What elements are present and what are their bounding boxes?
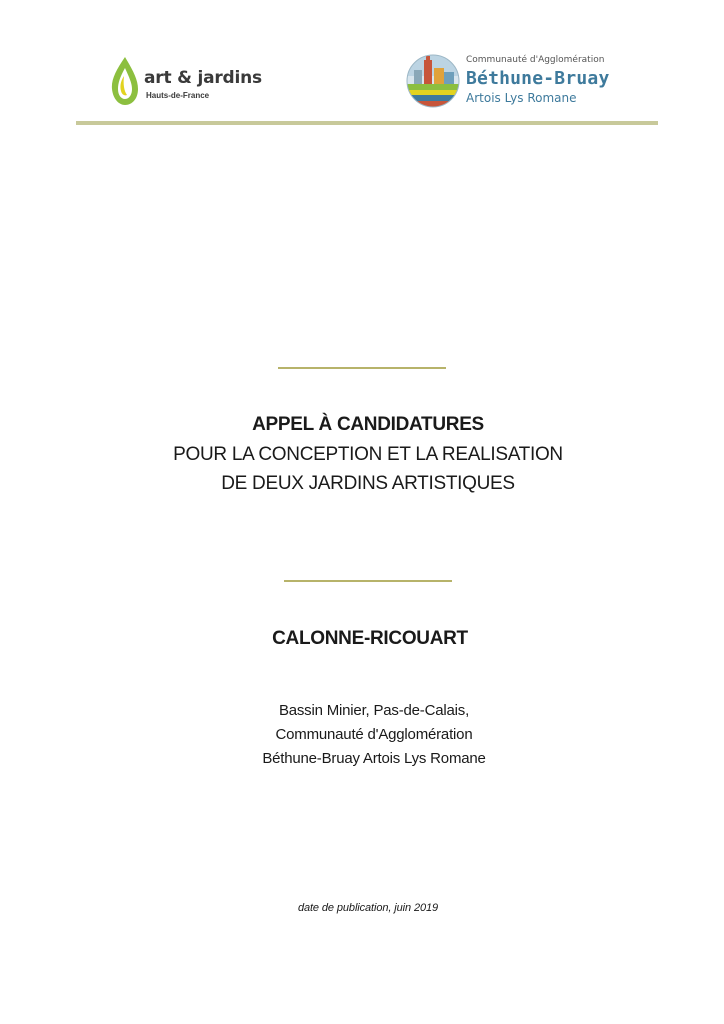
title-bottom-divider — [284, 580, 452, 582]
title-main-line: APPEL À CANDIDATURES — [252, 414, 484, 435]
title-second-line: POUR LA CONCEPTION ET LA REALISATION — [173, 444, 563, 465]
logo-brand-text: art & jardins — [144, 68, 262, 88]
header-divider — [76, 121, 658, 125]
agglomeration-logo — [406, 52, 646, 112]
logo-subtitle-text: Hauts-de-France — [146, 91, 210, 100]
document-title — [0, 412, 724, 496]
title-third-line: DE DEUX JARDINS ARTISTIQUES — [221, 473, 515, 494]
city-heading: CALONNE-RICOUART — [272, 628, 468, 649]
emblem-icon — [406, 54, 460, 108]
location-line-3: Béthune-Bruay Artois Lys Romane — [262, 750, 486, 767]
community-label: Communauté d'Agglomération — [466, 55, 605, 65]
location-line-2: Communauté d'Agglomération — [275, 726, 473, 743]
title-top-divider — [278, 367, 446, 369]
location-details — [12, 699, 724, 771]
art-jardins-logo — [110, 56, 270, 108]
logo-city-name: Béthune-Bruay — [466, 68, 610, 89]
location-line-1: Bassin Minier, Pas-de-Calais, — [278, 702, 470, 719]
leaf-drop-icon — [110, 56, 140, 106]
logo-region-name: Artois Lys Romane — [466, 91, 577, 105]
publication-date: date de publication, juin 2019 — [297, 902, 439, 914]
